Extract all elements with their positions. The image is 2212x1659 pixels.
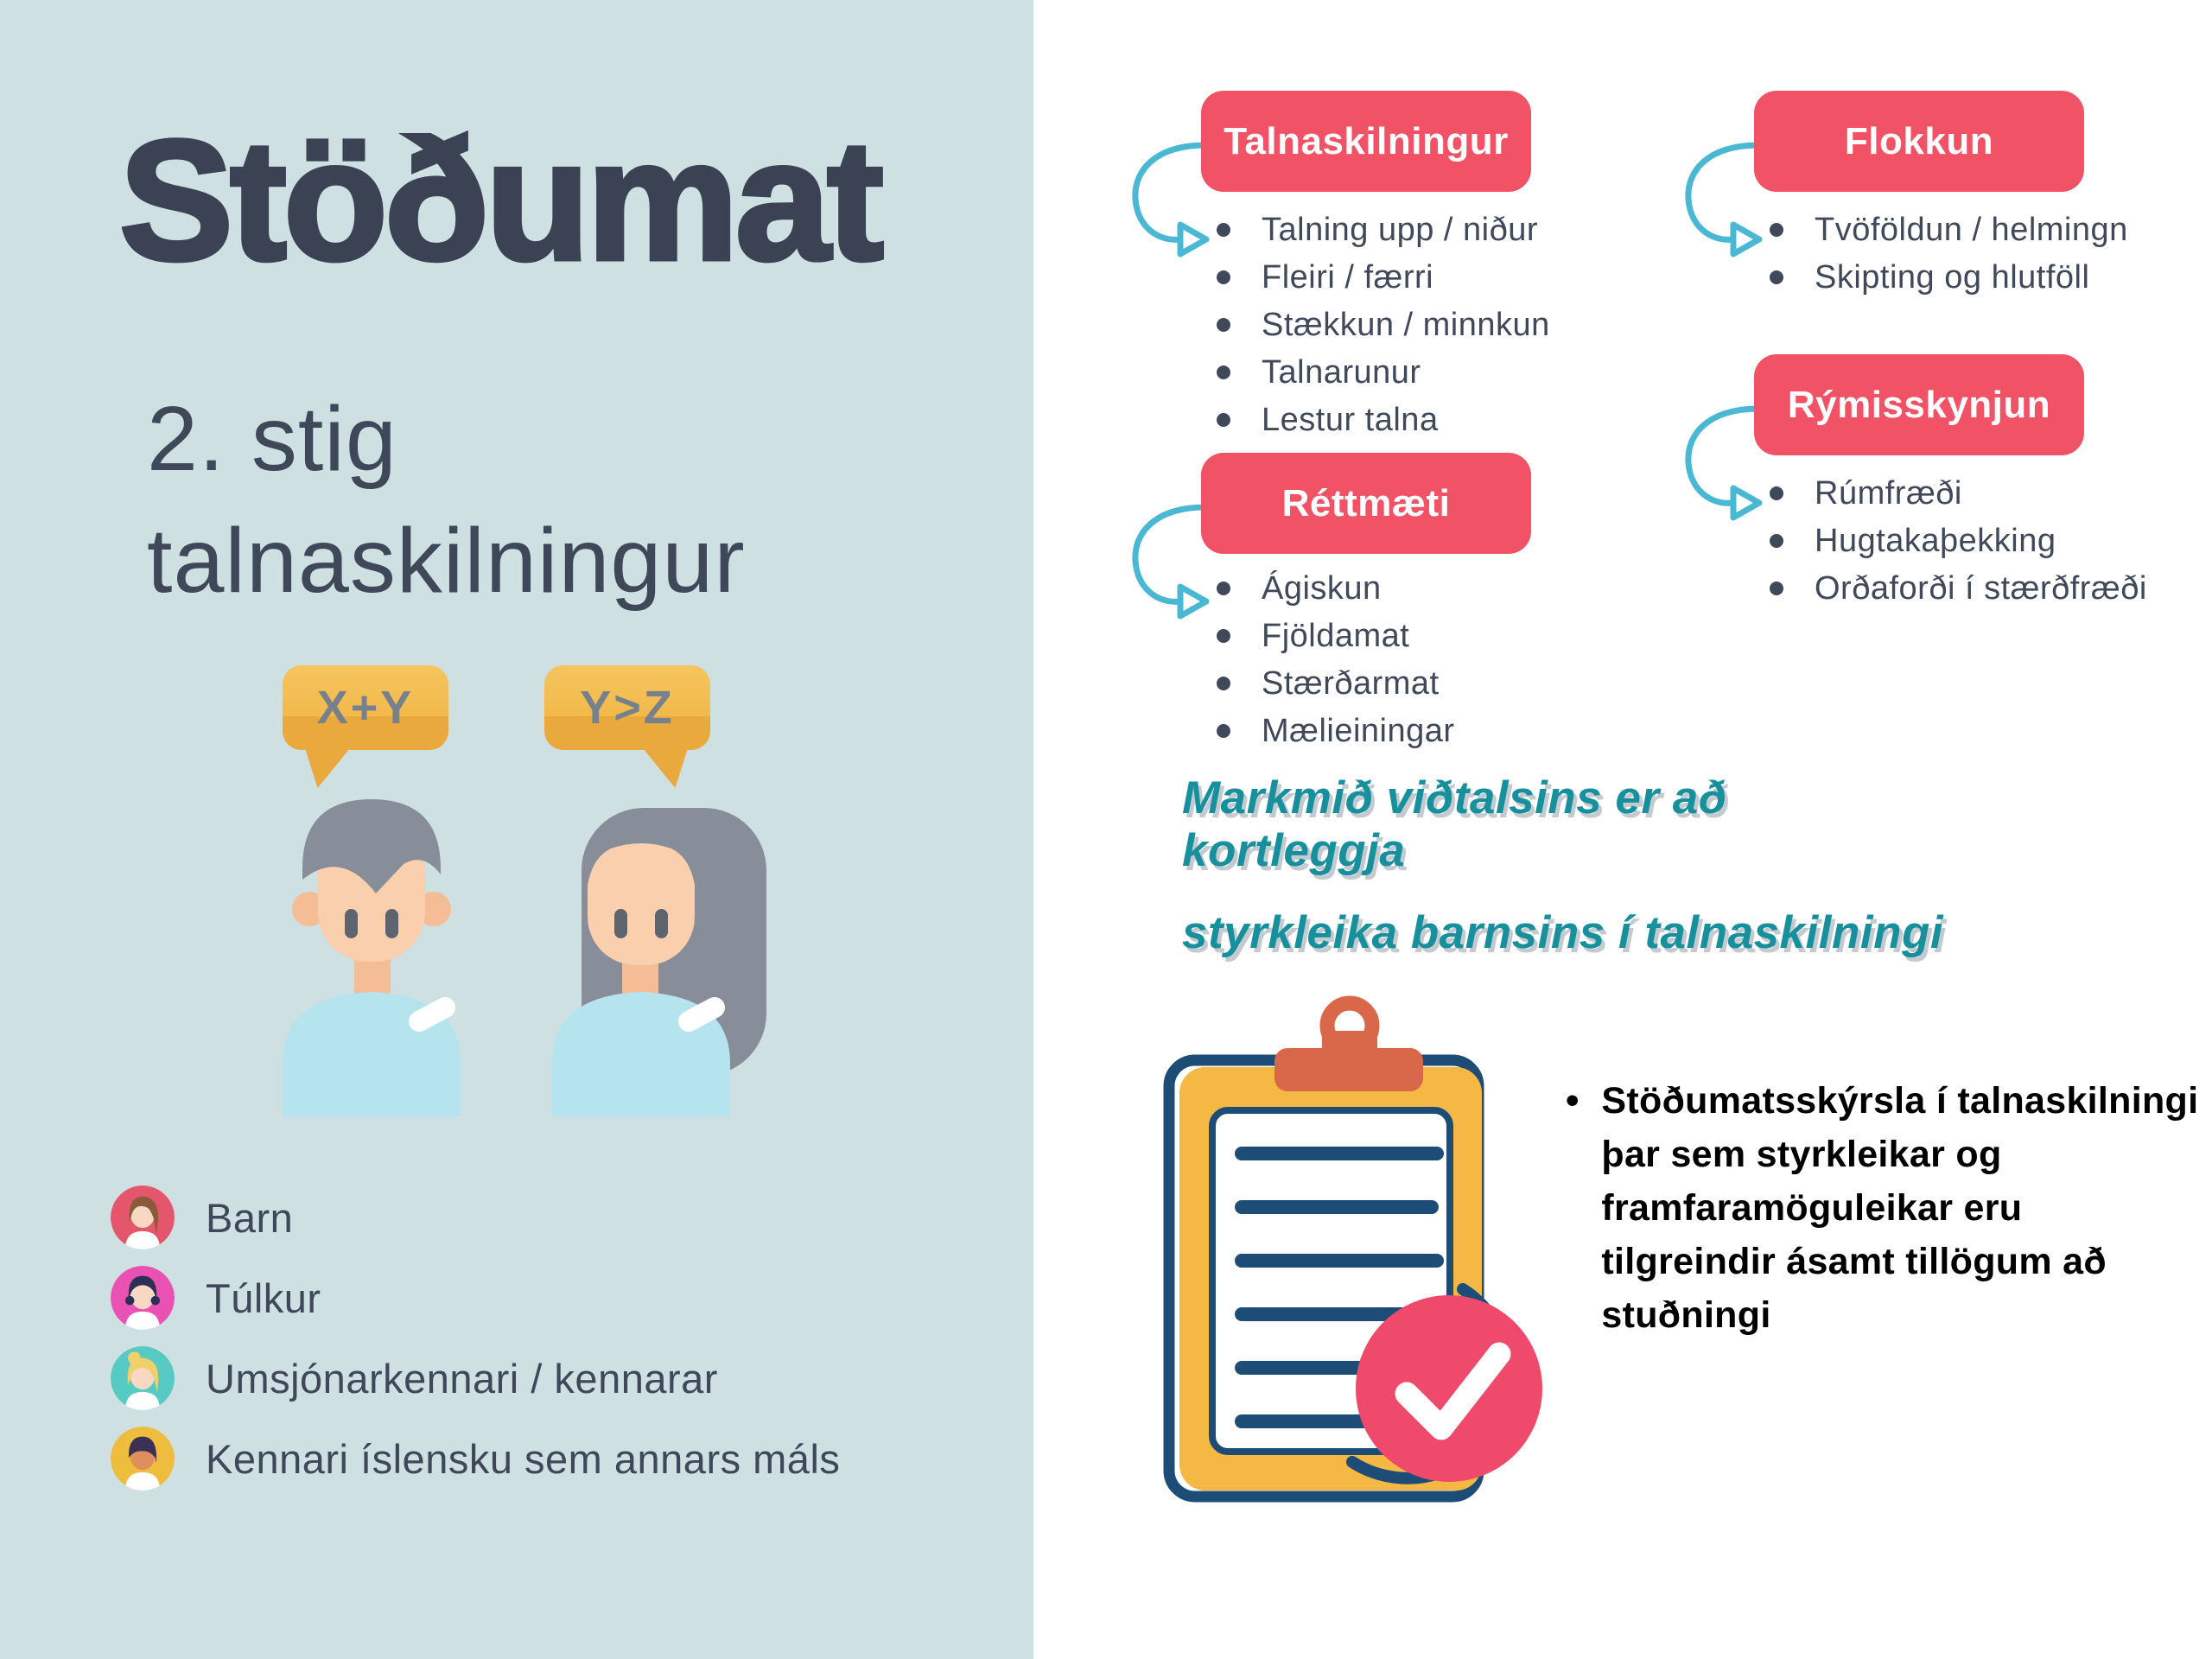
- child-avatar-icon: [111, 1185, 175, 1249]
- list-item: Talning upp / niður: [1210, 210, 1550, 250]
- interpreter-avatar-icon: [111, 1266, 175, 1330]
- language-teacher-avatar-icon: [111, 1427, 175, 1491]
- goal-statement: [1182, 772, 1960, 988]
- list-item: Skipting og hlutföll: [1763, 257, 2128, 297]
- goal-line-2: styrkleika barnsins í talnaskilningi: [1182, 907, 1944, 958]
- category-title: Rýmisskynjun: [1787, 383, 2051, 426]
- teacher-avatar-icon: [111, 1346, 175, 1410]
- children-illustration: [238, 778, 773, 1116]
- list-item: Lestur talna: [1210, 400, 1550, 440]
- bullet-dot: •: [1566, 1079, 1580, 1122]
- speech-bubble-icon: [544, 665, 710, 750]
- girl-avatar-icon: [552, 808, 766, 1116]
- list-item: Fleiri / færri: [1210, 257, 1550, 297]
- category-title: Flokkun: [1844, 119, 1994, 162]
- legend-label: Túlkur: [206, 1274, 321, 1321]
- list-item: Stækkun / minnkun: [1210, 305, 1550, 345]
- category-list-rettmaeti: [1210, 569, 1455, 759]
- legend-item-tulkur: [111, 1266, 321, 1330]
- speech-bubble-formula: X+Y: [316, 682, 415, 734]
- legend-label: Barn: [206, 1194, 294, 1241]
- list-item: Talnarunur: [1210, 353, 1550, 392]
- page-title: Stöðumat: [119, 105, 880, 296]
- category-title: Réttmæti: [1281, 481, 1451, 524]
- list-item: Stærðarmat: [1210, 664, 1455, 703]
- legend-item-umsjonarkennari: [111, 1346, 718, 1410]
- category-box-rymisskynjun: [1754, 354, 2084, 455]
- list-item: Tvöföldun / helmingn: [1763, 210, 2128, 250]
- list-item: Fjöldamat: [1210, 616, 1455, 656]
- category-title: Talnaskilningur: [1224, 119, 1509, 162]
- legend-item-barn: [111, 1185, 293, 1249]
- category-box-rettmaeti: [1201, 453, 1531, 554]
- legend-label: Umsjónarkennari / kennarar: [206, 1355, 718, 1402]
- list-item: Mælieiningar: [1210, 711, 1455, 751]
- list-item: Orðaforði í stærðfræði: [1763, 569, 2147, 608]
- clipboard-check-icon: [1145, 981, 1568, 1525]
- goal-line-1: Markmið viðtalsins er að kortleggja: [1182, 772, 1727, 876]
- page-subtitle: 2. stig talnaskilningur: [147, 388, 746, 612]
- category-box-talnaskilningur: [1201, 91, 1531, 192]
- list-item: Ágiskun: [1210, 569, 1455, 608]
- list-item: Hugtakaþekking: [1763, 521, 2147, 561]
- category-list-talnaskilningur: [1210, 210, 1550, 448]
- category-box-flokkun: [1754, 91, 2084, 192]
- list-item: Rúmfræði: [1763, 474, 2147, 513]
- legend-item-kennari-islensku: [111, 1427, 840, 1491]
- left-panel: [0, 0, 1033, 1659]
- legend-label: Kennari íslensku sem annars máls: [206, 1435, 841, 1482]
- boy-avatar-icon: [283, 799, 461, 1116]
- speech-bubble-icon: [283, 665, 448, 750]
- category-list-flokkun: [1763, 210, 2128, 305]
- report-bullet: [1566, 1074, 2205, 1342]
- speech-bubble-formula: Y>Z: [580, 682, 675, 734]
- category-list-rymisskynjun: [1763, 474, 2147, 616]
- report-text: Stöðumatsskýrsla í talnaskilningi þar sem styrkleikar og framfaramöguleikar eru tilgreindir ásamt tillögum að stuðningi: [1601, 1080, 2199, 1336]
